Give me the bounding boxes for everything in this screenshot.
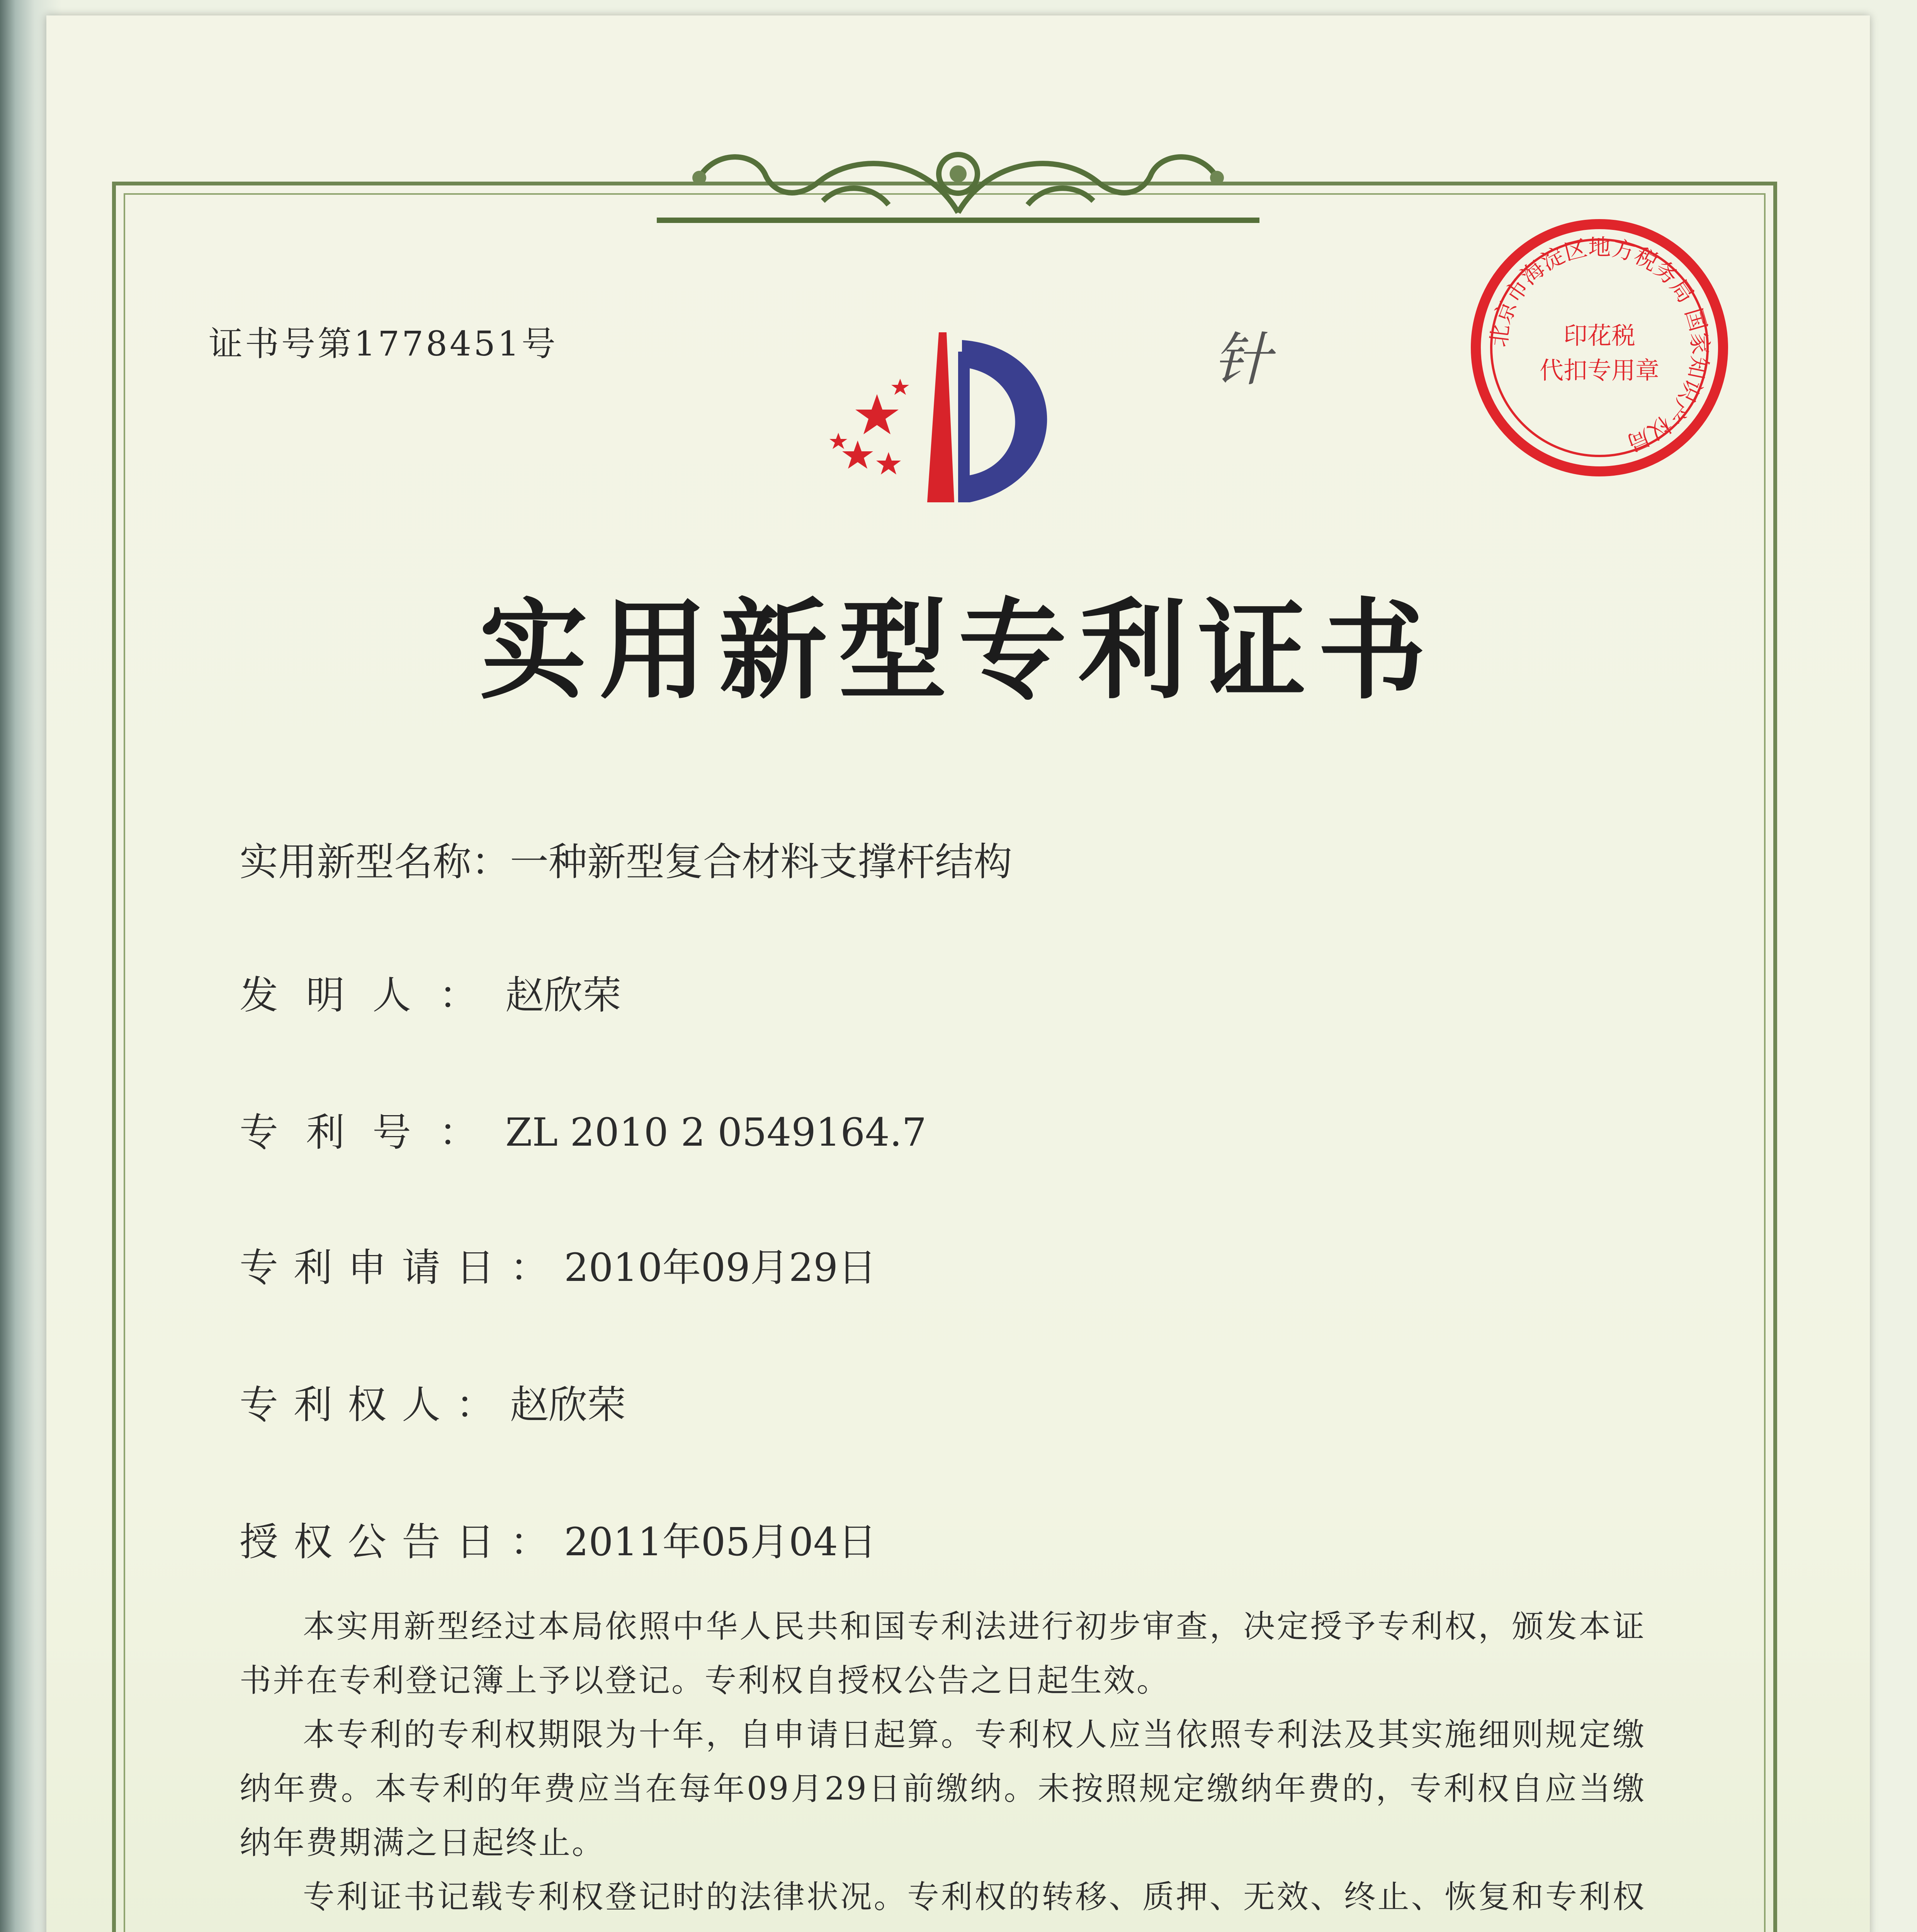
- field-value: ZL 2010 2 0549164.7: [505, 1110, 927, 1155]
- tax-seal-line2: 代扣专用章: [1539, 356, 1660, 384]
- field-row-filing-date: [240, 1236, 877, 1292]
- field-value: 2011年05月04日: [564, 1519, 877, 1565]
- field-value: 一种新型复合材料支撑杆结构: [510, 839, 1012, 884]
- certificate-number: 证书号第1778451号: [209, 324, 558, 364]
- field-label: 授权公告日：: [240, 1519, 564, 1565]
- field-label: 专利申请日：: [240, 1245, 564, 1290]
- handwritten-note: [1213, 313, 1271, 396]
- field-row-name: [240, 831, 1012, 886]
- cnipa-logo-icon: [800, 317, 1101, 533]
- field-label: 专利权人：: [240, 1382, 510, 1427]
- top-ornament-icon: [657, 128, 1259, 228]
- field-value: 赵欣荣: [510, 1382, 626, 1427]
- tax-seal-line1: 印花税: [1563, 321, 1636, 350]
- field-label: 实用新型名称：: [240, 839, 510, 884]
- body-paragraph-2: 本专利的专利权期限为十年，自申请日起算。专利权人应当依照专利法及其实施细则规定缴纳年费。本专利的年费应当在每年09月29日前缴纳。未按照规定缴纳年费的，专利权自应当缴纳年费期满之日起终止。: [240, 1716, 1646, 1861]
- stamp-tax-seal-icon: [1468, 216, 1731, 479]
- field-row-patent-number: [240, 1101, 926, 1157]
- body-paragraph-3: 专利证书记载专利权登记时的法律状况。专利权的转移、质押、无效、终止、恢复和专利权: [303, 1879, 1646, 1915]
- field-label: 专利号：: [240, 1110, 505, 1155]
- field-value: 2010年09月29日: [564, 1245, 877, 1290]
- field-value: 赵欣荣: [505, 973, 621, 1018]
- field-row-patentee: [240, 1374, 626, 1429]
- handwritten-note-text: 针: [1213, 327, 1271, 394]
- tax-seal-ring-text: 北京市海淀区地方税务局 国家知识产权局: [1485, 234, 1713, 457]
- body-paragraph-1: 本实用新型经过本局依照中华人民共和国专利法进行初步审查，决定授予专利权，颁发本证书并在专利登记簿上予以登记。专利权自授权公告之日起生效。: [240, 1608, 1646, 1699]
- field-row-grant-date: [240, 1511, 877, 1566]
- field-label: 发明人：: [240, 973, 505, 1018]
- page-title: 实用新型专利证书: [479, 588, 1438, 714]
- field-row-inventor: [240, 964, 621, 1020]
